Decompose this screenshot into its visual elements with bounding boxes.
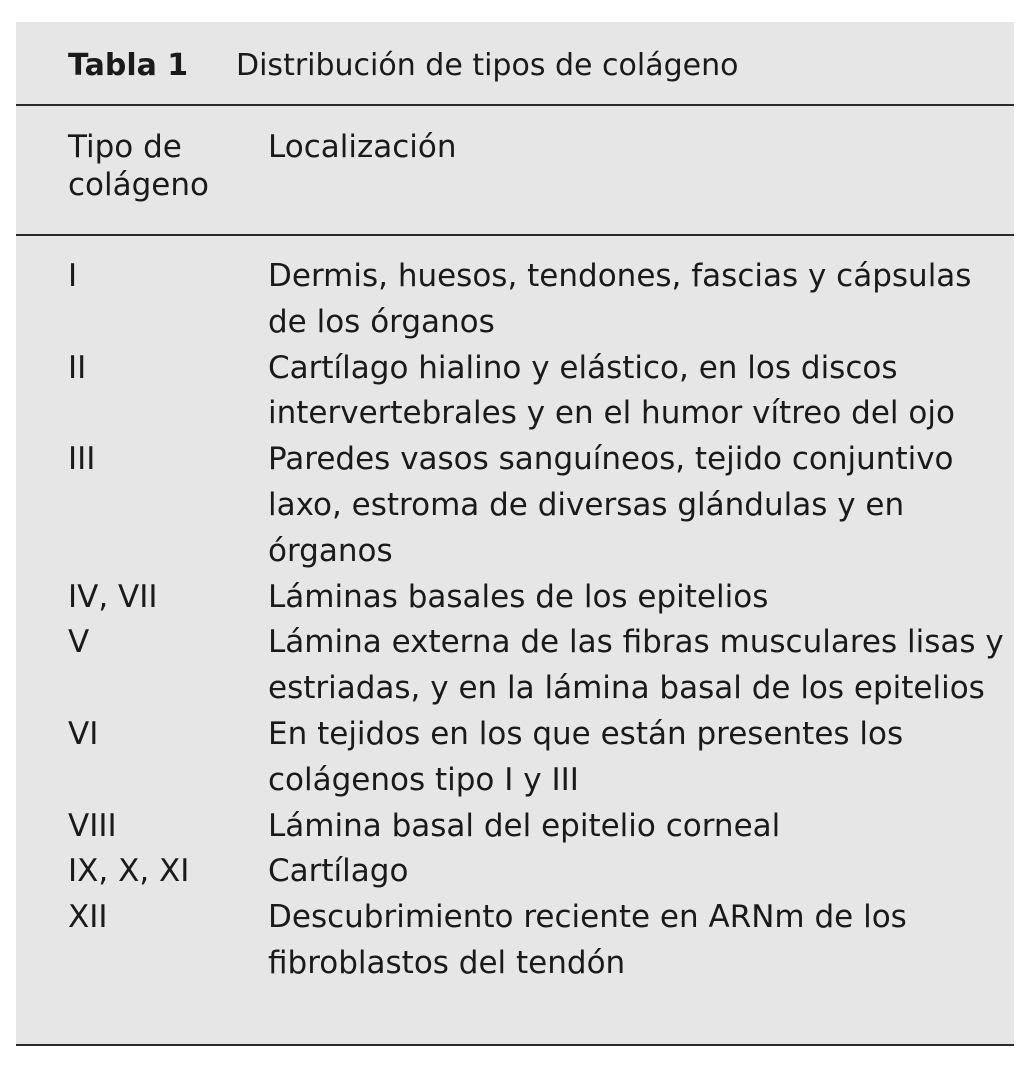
header-bottom-rule [16, 234, 1014, 236]
column-header-location: Localización [268, 129, 457, 165]
location-cell: Descubrimiento reciente en ARNm de los fibroblastos del tendón [268, 899, 907, 981]
location-cell: Lámina basal del epitelio corneal [268, 807, 781, 844]
table-row [68, 712, 1008, 804]
location-cell: Cartílago hialino y elástico, en los discos intervertebrales y en el humor vítreo del ojo [268, 349, 955, 432]
collagen-type-cell: XII [68, 899, 108, 936]
collagen-type-cell: V [68, 624, 90, 661]
header-top-rule [16, 104, 1014, 106]
table-body [68, 254, 1008, 987]
table-caption [68, 48, 738, 84]
table-row [68, 437, 1008, 574]
table-caption-label: Tabla 1 [68, 48, 189, 83]
collagen-type-cell: VIII [68, 807, 117, 844]
collagen-type-cell: II [68, 349, 87, 386]
column-header-type: Tipo de colágeno [68, 129, 209, 203]
location-cell: Cartílago [268, 853, 409, 890]
collagen-table [16, 22, 1014, 1046]
table-row [68, 575, 1008, 621]
collagen-type-cell: I [68, 258, 78, 294]
table-row [68, 620, 1008, 712]
table-caption-title: Distribución de tipos de colágeno [236, 48, 739, 83]
collagen-type-cell: III [68, 441, 96, 478]
collagen-type-cell: IV, VII [68, 578, 158, 615]
table-row [68, 346, 1008, 438]
table-row [68, 849, 1008, 895]
location-cell: En tejidos en los que están presentes los colágenos tipo I y III [268, 715, 904, 798]
table-row [68, 254, 1008, 346]
location-cell: Lámina externa de las fibras musculares lisas y estriadas, y en la lámina basal de los epitelios [268, 624, 1004, 707]
table-row [68, 895, 1008, 987]
table-row [68, 804, 1008, 850]
collagen-type-cell: VI [68, 715, 99, 752]
location-cell: Láminas basales de los epitelios [268, 578, 769, 615]
location-cell: Paredes vasos sanguíneos, tejido conjuntivo laxo, estroma de diversas glándulas y en órganos [268, 441, 954, 569]
location-cell: Dermis, huesos, tendones, fascias y cápsulas de los órganos [268, 258, 972, 340]
collagen-type-cell: IX, X, XI [68, 853, 190, 890]
